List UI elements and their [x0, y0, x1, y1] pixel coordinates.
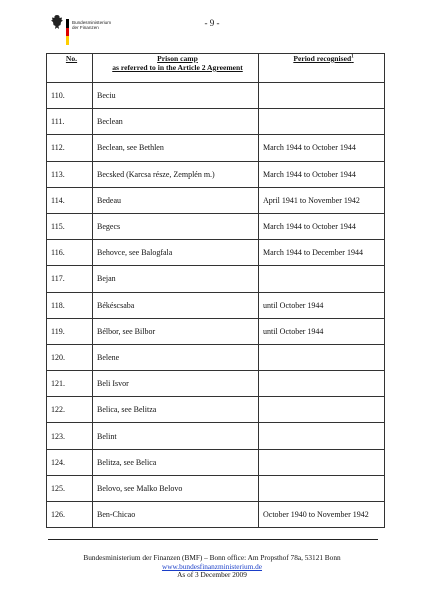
row-number: 116. [47, 240, 93, 266]
prison-camp-name: Beclean [93, 109, 259, 135]
table-row [47, 475, 385, 501]
row-number: 123. [47, 423, 93, 449]
prison-camp-name: Bélbor, see Bilbor [93, 318, 259, 344]
period-recognised: March 1944 to October 1944 [259, 135, 385, 161]
table-row [47, 240, 385, 266]
prison-camp-name: Beli Isvor [93, 371, 259, 397]
header-camp-line2: as referred to in the Article 2 Agreement [112, 63, 243, 72]
row-number: 120. [47, 344, 93, 370]
footer-date: As of 3 December 2009 [177, 570, 247, 580]
table-row [47, 423, 385, 449]
period-recognised [259, 371, 385, 397]
header-prison-camp [93, 54, 259, 83]
table-row [47, 135, 385, 161]
header-camp-line1: Prison camp [157, 54, 198, 63]
period-recognised [259, 423, 385, 449]
period-recognised: March 1944 to December 1944 [259, 240, 385, 266]
footer-website-link[interactable]: www.bundesfinanzministerium.de [161, 561, 263, 571]
prison-camp-name: Beciu [93, 83, 259, 109]
footer-divider [48, 539, 378, 540]
header-no: No. [47, 54, 93, 83]
period-recognised: until October 1944 [259, 292, 385, 318]
row-number: 111. [47, 109, 93, 135]
table-row [47, 318, 385, 344]
prison-camp-name: Belica, see Belitza [93, 397, 259, 423]
row-number: 118. [47, 292, 93, 318]
table-row [47, 371, 385, 397]
row-number: 113. [47, 161, 93, 187]
table-row [47, 397, 385, 423]
logo-text [72, 20, 111, 31]
row-number: 125. [47, 475, 93, 501]
period-recognised: March 1944 to October 1944 [259, 161, 385, 187]
german-flag-stripe [66, 19, 69, 45]
logo-text-line: der Finanzen [72, 25, 99, 31]
row-number: 110. [47, 83, 93, 109]
table-row [47, 266, 385, 292]
table-row [47, 502, 385, 528]
prison-camp-name: Békéscsaba [93, 292, 259, 318]
footer-address: Bundesministerium der Finanzen (BMF) – Bonn office: Am Propsthof 78a, 53121 Bonn [83, 553, 341, 562]
prison-camp-name: Bejan [93, 266, 259, 292]
table-body [47, 83, 385, 528]
row-number: 117. [47, 266, 93, 292]
period-recognised: October 1940 to November 1942 [259, 502, 385, 528]
row-number: 126. [47, 502, 93, 528]
period-recognised: April 1941 to November 1942 [259, 187, 385, 213]
period-recognised [259, 109, 385, 135]
table-row [47, 213, 385, 239]
table-row [47, 344, 385, 370]
header-period [259, 54, 385, 83]
page-footer [40, 554, 384, 580]
table-row [47, 161, 385, 187]
federal-eagle-icon [50, 14, 64, 30]
prison-camp-name: Bedeau [93, 187, 259, 213]
page-number: - 9 - [204, 18, 220, 28]
period-recognised [259, 397, 385, 423]
row-number: 122. [47, 397, 93, 423]
table-header-row [47, 54, 385, 83]
row-number: 115. [47, 213, 93, 239]
prison-camp-name: Belitza, see Belica [93, 449, 259, 475]
prison-camp-name: Behovce, see Balogfala [93, 240, 259, 266]
row-number: 112. [47, 135, 93, 161]
period-recognised [259, 449, 385, 475]
table-row [47, 449, 385, 475]
prison-camp-name: Belovo, see Malko Belovo [93, 475, 259, 501]
prison-camp-name: Beclean, see Bethlen [93, 135, 259, 161]
row-number: 121. [47, 371, 93, 397]
ministry-logo [50, 14, 120, 46]
prison-camp-table [46, 53, 385, 528]
footnote-marker: 1 [351, 54, 354, 60]
period-recognised: March 1944 to October 1944 [259, 213, 385, 239]
prison-camp-name: Belene [93, 344, 259, 370]
period-recognised: until October 1944 [259, 318, 385, 344]
prison-camp-name: Belint [93, 423, 259, 449]
row-number: 119. [47, 318, 93, 344]
row-number: 124. [47, 449, 93, 475]
prison-camp-name: Ben-Chicao [93, 502, 259, 528]
table-row [47, 83, 385, 109]
table-row [47, 187, 385, 213]
row-number: 114. [47, 187, 93, 213]
table-row [47, 109, 385, 135]
table-row [47, 292, 385, 318]
period-recognised [259, 475, 385, 501]
period-recognised [259, 266, 385, 292]
period-recognised [259, 344, 385, 370]
prison-camp-name: Becsked (Karcsa része, Zemplén m.) [93, 161, 259, 187]
period-recognised [259, 83, 385, 109]
logo-text-line: Bundesministerium [72, 20, 112, 25]
header-period-label: Period recognised [293, 54, 352, 63]
prison-camp-name: Begecs [93, 213, 259, 239]
